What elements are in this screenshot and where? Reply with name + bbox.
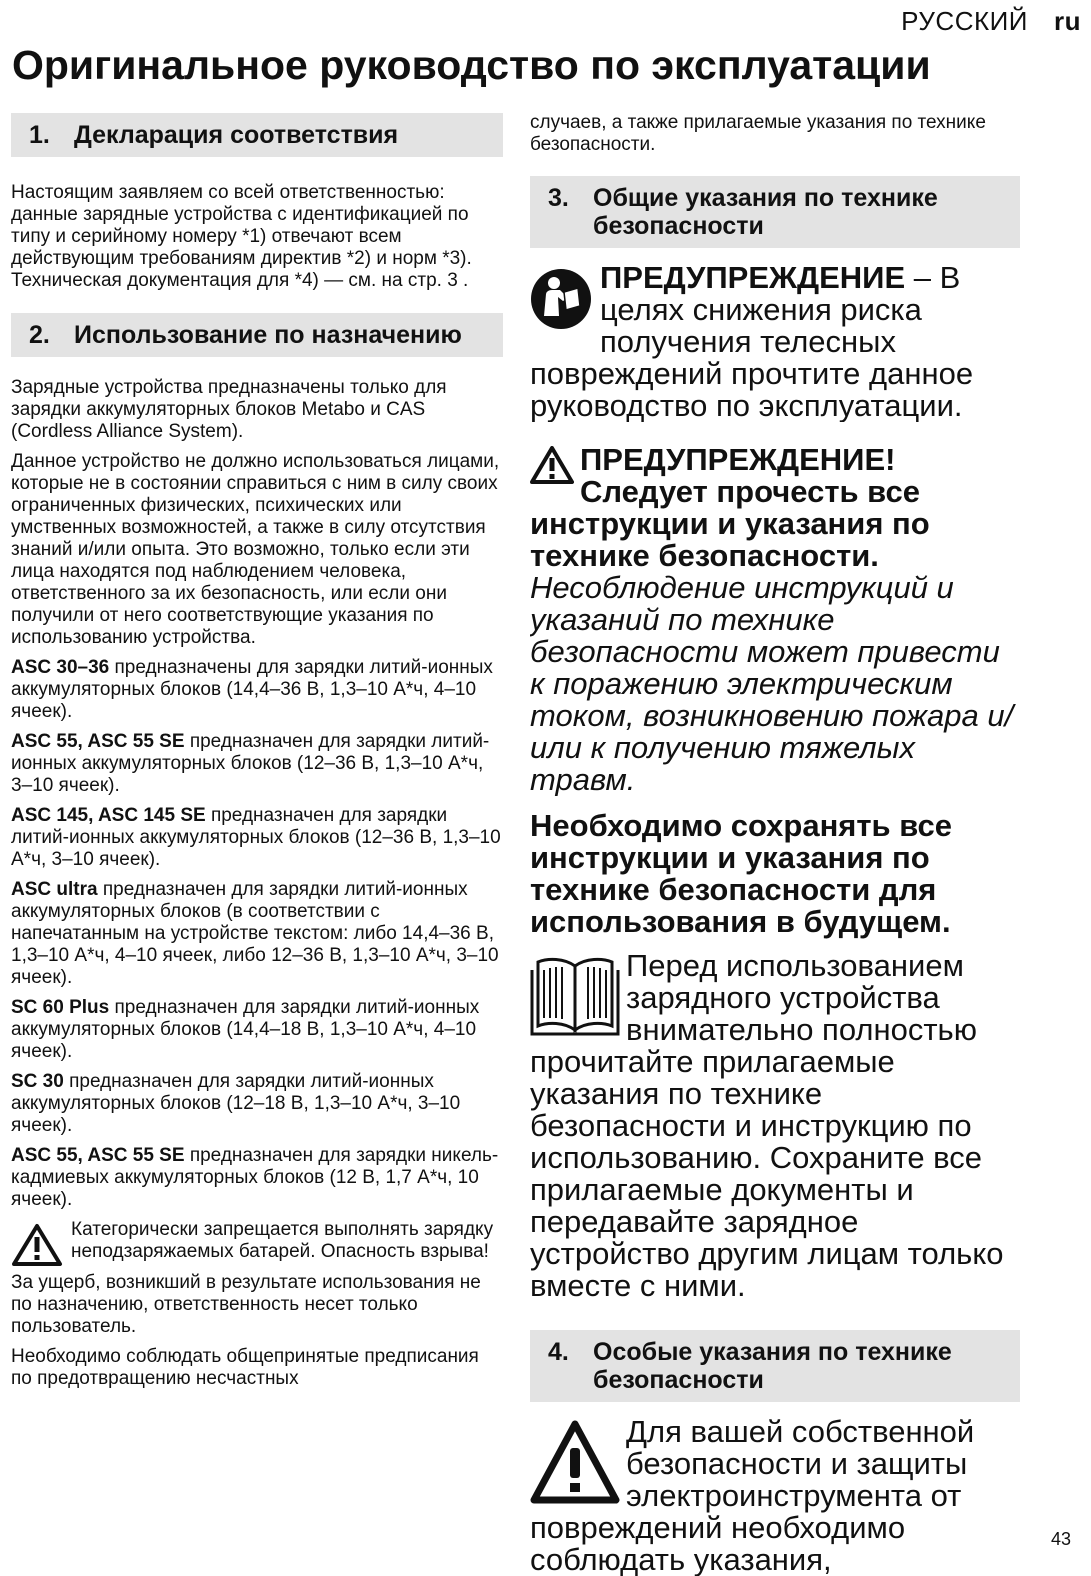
- model-paragraph: [11, 879, 503, 989]
- model-paragraph: [11, 731, 503, 797]
- model-name: ASC 55, ASC 55 SE: [11, 731, 185, 752]
- read-manual-icon: [530, 268, 592, 335]
- open-book-icon: [530, 952, 620, 1041]
- warning-label: ПРЕДУПРЕЖДЕНИЕ! Следует прочесть все инструкции и указания по технике безопасности.: [530, 444, 930, 573]
- section-3-heading: [530, 176, 1020, 248]
- model-name: ASC 145, ASC 145 SE: [11, 805, 206, 826]
- section-1-heading: [11, 113, 503, 157]
- model-name: SC 60 Plus: [11, 997, 110, 1018]
- warning-triangle-icon: [11, 1223, 63, 1272]
- warning-text-1: [530, 262, 1020, 422]
- intended-use-text: Зарядные устройства предназначены только для зарядки аккумуляторных блоков Metabo и CAS (Cordless Alliance System).: [11, 377, 447, 442]
- model-description: предназначен для зарядки литий-ионных аккумуляторных блоков (12–36 В, 1,3–10 А*ч, 3–10 ячеек).: [11, 731, 490, 796]
- model-description: предназначен для зарядки литий-ионных аккумуляторных блоков (в соответствии с напечатанным на устройстве текстом: либо 14,4–36 В, 1,3–10 А*ч, 4–10 ячеек, либо 12–36 В, 1,3–10 А*ч, 3–10 ячеек).: [11, 879, 499, 988]
- read-manual-warning: [530, 262, 1020, 422]
- liability-text: За ущерб, возникший в результате использования не по назначению, ответственность несет только пользователь.: [11, 1272, 481, 1337]
- section-number: 2.: [29, 321, 50, 349]
- model-paragraph: [11, 1145, 503, 1211]
- model-paragraph: [11, 805, 503, 871]
- section-4-heading: [530, 1330, 1020, 1402]
- section-title: Общие указания по технике безопасности: [593, 184, 938, 240]
- left-column: [11, 110, 503, 1398]
- page-title: Оригинальное руководство по эксплуатации: [12, 42, 931, 88]
- general-warning: [530, 444, 1020, 796]
- model-description: предназначен для зарядки литий-ионных аккумуляторных блоков (14,4–18 В, 1,3–10 А*ч, 4–10 ячеек).: [11, 997, 480, 1062]
- declaration-text: Настоящим заявляем со всей ответственностью: данные зарядные устройства с идентификацией по типу и серийному номеру *1) отвечают всем действующим требованиям директив *2) и норм *3). Техническая документация для *4) — см. на стр. 3 .: [11, 182, 472, 291]
- warning-body: Несоблюдение инструкций и указаний по технике безопасности может привести к поражению электрическим током, возникновению пожара и/или к получению тяжелых травм.: [530, 570, 1014, 796]
- section-title: Особые указания по технике безопасности: [593, 1338, 952, 1394]
- warning-text: Категорически запрещается выполнять зарядку неподзаряжаемых батарей. Опасность взрыва!: [71, 1219, 494, 1262]
- model-paragraph: [11, 657, 503, 723]
- section-title: Использование по назначению: [74, 321, 462, 349]
- explosion-warning: [11, 1219, 503, 1272]
- warning-text-2: [530, 444, 1020, 796]
- section-2-heading: [11, 313, 503, 357]
- right-column: [530, 112, 1020, 1576]
- restriction-text: Данное устройство не должно использоваться лицами, которые не в состоянии справиться с ним в силу своих ограниченных физических, психических или умственных возможностей, а также в силу отсутствия знаний и/или опыта. Это возможно, только если эти лица находятся под наблюдением человека, ответственного за их безопасность, или если они получили от него соответствующие указания по использованию устройства.: [11, 451, 500, 648]
- regulations-text: Необходимо соблюдать общепринятые предписания по предотвращению несчастных: [11, 1346, 479, 1389]
- model-description: предназначен для зарядки никель-кадмиевых аккумуляторных блоков (12 В, 1,7 А*ч, 10 ячеек).: [11, 1145, 499, 1210]
- model-name: ASC 30–36: [11, 657, 110, 678]
- language-name: РУССКИЙ: [901, 6, 1028, 36]
- warning-body: – В целях снижения риска получения телесных повреждений прочтите данное руководство по эксплуатации.: [530, 262, 974, 422]
- section-number: 4.: [548, 1338, 569, 1366]
- model-description: предназначен для зарядки литий-ионных аккумуляторных блоков (12–36 В, 1,3–10 А*ч, 3–10 ячеек).: [11, 805, 501, 870]
- model-name: SC 30: [11, 1071, 64, 1092]
- keep-instructions-text: [530, 810, 1020, 938]
- keep-instructions-bold: Необходимо сохранять все инструкции и указания по технике безопасности для использования в будущем.: [530, 808, 952, 939]
- warning-label: ПРЕДУПРЕЖДЕНИЕ: [600, 262, 906, 295]
- continued-text: случаев, а также прилагаемые указания по технике безопасности.: [530, 112, 986, 155]
- section-number: 3.: [548, 184, 569, 212]
- model-paragraph: [11, 997, 503, 1063]
- model-description: предназначены для зарядки литий-ионных аккумуляторных блоков (14,4–36 В, 1,3–10 А*ч, 4–10 ячеек).: [11, 657, 493, 722]
- language-label: [901, 6, 1081, 37]
- warning-triangle-icon: [530, 1420, 620, 1509]
- read-before-use: [530, 950, 1020, 1302]
- model-description: предназначен для зарядки литий-ионных аккумуляторных блоков (12–18 В, 1,3–10 А*ч, 3–10 ячеек).: [11, 1071, 461, 1136]
- model-name: ASC 55, ASC 55 SE: [11, 1145, 185, 1166]
- page-number: 43: [1050, 1529, 1071, 1549]
- special-safety-text: Для вашей собственной безопасности и защиты электроинструмента от повреждений необходимо соблюдать указания,: [530, 1416, 975, 1576]
- read-before-use-text: Перед использованием зарядного устройства внимательно полностью прочитайте прилагаемые указания по технике безопасности и инструкцию по использованию. Сохраните все прилагаемые документы и передавайте зарядное устройство другим лицам только вместе с ними.: [530, 950, 1004, 1302]
- section-title: Декларация соответствия: [74, 121, 399, 149]
- language-code: ru: [1054, 6, 1081, 36]
- model-paragraph: [11, 1071, 503, 1137]
- section-number: 1.: [29, 121, 50, 149]
- model-name: ASC ultra: [11, 879, 98, 900]
- special-safety: [530, 1416, 1020, 1576]
- warning-triangle-icon: [530, 446, 574, 489]
